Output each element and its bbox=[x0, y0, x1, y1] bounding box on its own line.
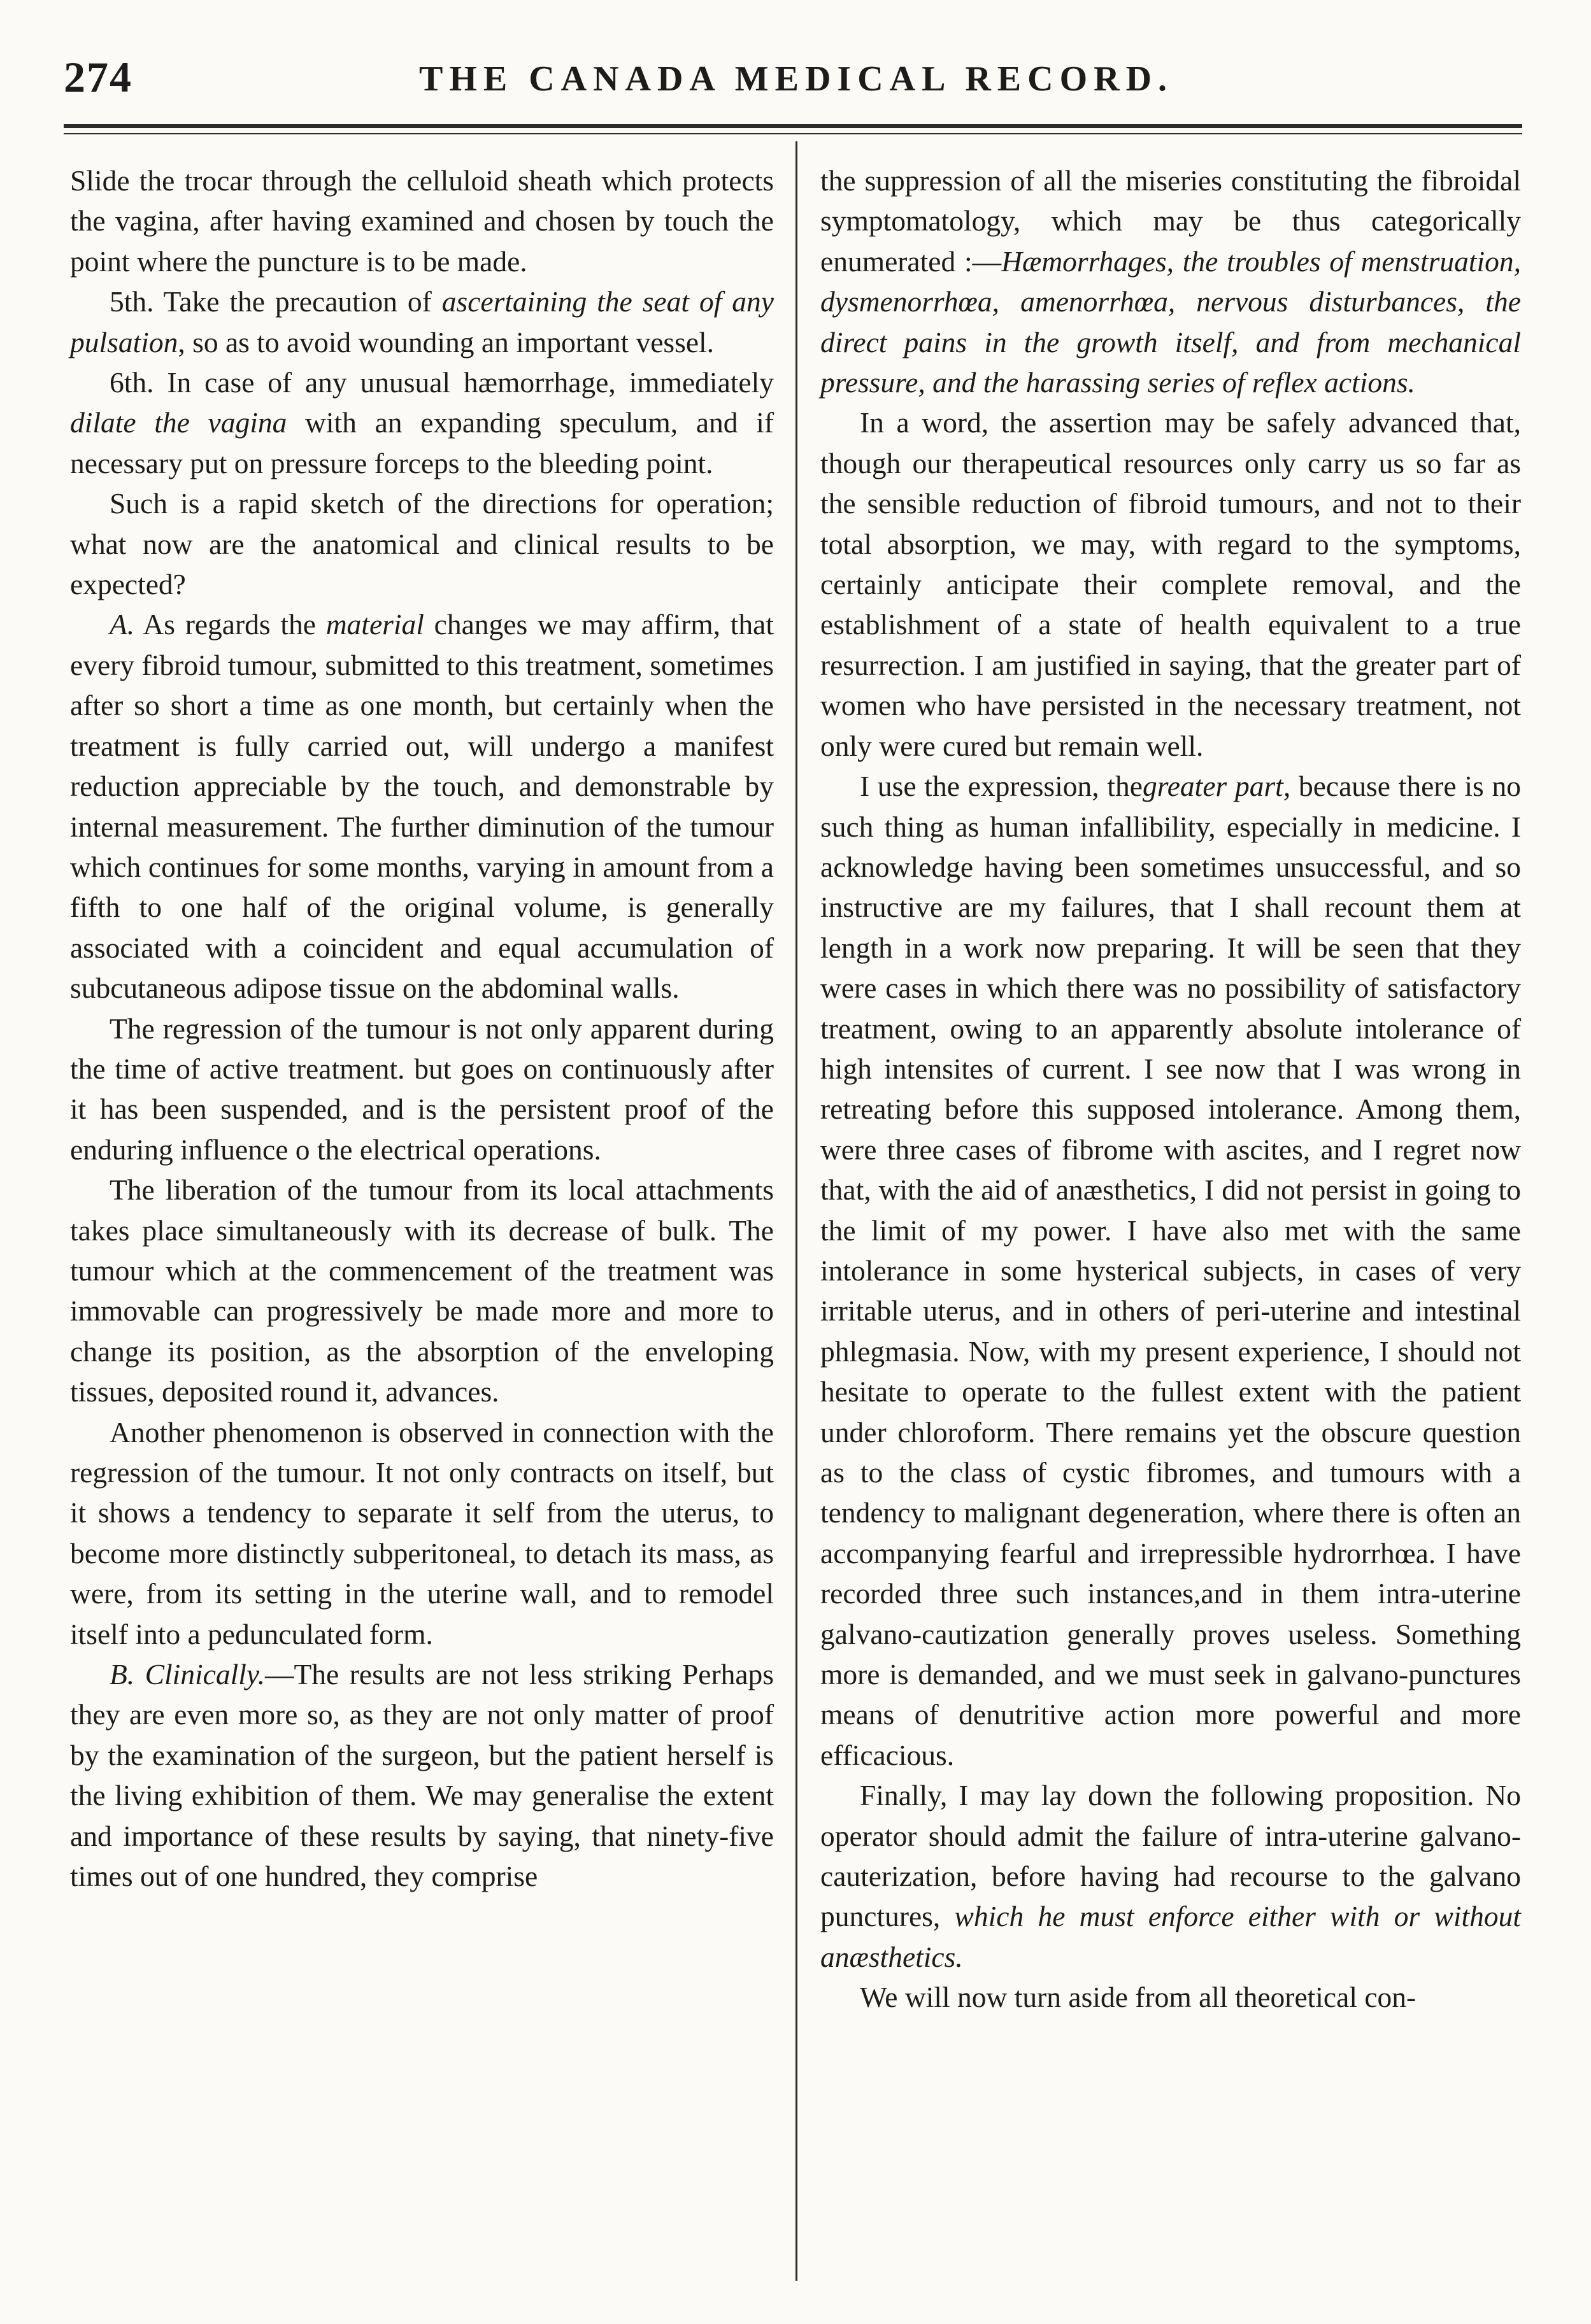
page-header bbox=[64, 39, 1529, 110]
column-divider bbox=[795, 141, 797, 2281]
text-run: , so as to avoid wounding an important vessel. bbox=[178, 325, 715, 358]
paragraph bbox=[820, 160, 1521, 402]
paragraph bbox=[70, 362, 774, 483]
emphasis: which he must enforce either with or without anæsthetics. bbox=[820, 1900, 1522, 1973]
emphasis: material bbox=[325, 608, 424, 641]
text-run: I use the expression, the bbox=[860, 770, 1143, 803]
section-marker: B. Clinically. bbox=[110, 1658, 265, 1691]
text-run: Finally, I may lay down the following proposition. No operator should admit the failure of intra-uterine galvano-cauterization, before having had recourse to the galvano punctures, bbox=[820, 1779, 1521, 1933]
emphasis: ascertaining the seat of any pulsation bbox=[70, 285, 774, 358]
paragraph: Such is a rapid sketch of the directions for operation; what now are the anatomical and clinical results to be expected? bbox=[70, 487, 774, 601]
emphasis: greater part, bbox=[1142, 770, 1291, 803]
paragraph bbox=[70, 281, 774, 362]
paragraph: In a word, the assertion may be safely advanced that, though our therapeutical resources only carry us so far as the sensible reduction of fibroid tumours, and not to their total absorption, we may, with regard to the symptoms, certainly anticipate their complete removal, and the establishment of a state of health equivalent to a true resurrection. I am justified in saying, that the greater part of women who have persisted in the necessary treatment, not only were cured but remain well. bbox=[820, 406, 1521, 762]
section-marker: A. bbox=[110, 608, 135, 641]
emphasis: dilate the vagina bbox=[70, 406, 287, 439]
emphasis: Hæmorrhages, the troubles of menstruation, dysmenorrhœa, amenorrhœa, nervous disturbances, the direct pains in the growth itself, and from mechanical pressure, and the harassing series of reflex actions. bbox=[820, 244, 1521, 399]
text-run: changes we may affirm, that every fibroid tumour, submitted to this treatment, sometimes after so short a time as one month, but certainly when the treatment is fully carried out, will undergo a manifest reduction appreciable by the touch, and demonstrable by internal measurement. The further diminution of the tumour which continues for some months, varying in amount from a fifth to one half of the original volume, is generally associated with a coincident and equal accumulation of subcutaneous adipose tissue on the abdominal walls. bbox=[70, 608, 774, 1005]
right-column bbox=[820, 160, 1521, 2018]
paragraph bbox=[820, 1775, 1521, 1977]
left-column bbox=[70, 160, 774, 1896]
paragraph bbox=[70, 1654, 774, 1896]
text-run: 5th. Take the precaution of bbox=[110, 285, 442, 318]
paragraph bbox=[820, 766, 1521, 1775]
paragraph bbox=[70, 604, 774, 1008]
text-run: —The results are not less striking Perhaps they are even more so, as they are not only matter of proof by the examination of the surgeon, but the patient herself is the living exhibition of them. We may generalise the extent and importance of these results by saying, that ninety-five times out of one hundred, they comprise bbox=[70, 1658, 774, 1893]
header-rule-thin bbox=[64, 133, 1522, 134]
paragraph: The liberation of the tumour from its local attachments takes place simultaneously with its decrease of bulk. The tumour which at the commencement of the treatment was immovable can progressively be made more and more to change its position, as the absorption of the enveloping tissues, deposited round it, advances. bbox=[70, 1173, 774, 1408]
text-run: with an expanding speculum, and if necessary put on pressure forceps to the bleeding point. bbox=[70, 406, 774, 479]
text-run: the suppression of all the miseries constituting the fibroidal symptomatology, which may be thus categorically enumerated :— bbox=[820, 164, 1521, 278]
paragraph: Another phenomenon is observed in connection with the regression of the tumour. It not only contracts on itself, but it shows a tendency to separate it self from the uterus, to become more distinctly subperitoneal, to detach its mass, as were, from its setting in the uterine wall, and to remodel itself into a pedunculated form. bbox=[70, 1415, 774, 1650]
text-run: 6th. In case of any unusual hæmorrhage, immediately bbox=[110, 366, 774, 399]
paragraph: The regression of the tumour is not only apparent during the time of active treatment. but goes on continuously after it has been suspended, and is the persistent proof of the enduring influence o the electrical operations. bbox=[70, 1012, 774, 1166]
header-rule-thick bbox=[64, 124, 1522, 128]
paragraph: Slide the trocar through the celluloid sheath which protects the vagina, after having examined and chosen by touch the point where the puncture is to be made. bbox=[70, 164, 774, 278]
running-head: THE CANADA MEDICAL RECORD. bbox=[418, 59, 1174, 99]
text-run: because there is no such thing as human infallibility, especially in medicine. I acknowledge having been sometimes unsuccessful, and so instructive are my failures, that I shall recount them at length in a work now preparing. It will be seen that they were cases in which there was no possibility of satisfactory treatment, owing to an apparently absolute intolerance of high intensites of current. I see now that I was wrong in retreating before this supposed intolerance. Among them, were three cases of fibrome with ascites, and I regret now that, with the aid of anæsthetics, I did not persist in going to the limit of my power. I have also met with the same intolerance in some hysterical subjects, in cases of very irritable uterus, and in others of peri-uterine and intestinal phlegmasia. Now, with my present experience, I should not hesitate to operate to the fullest extent with the patient under chloroform. There remains yet the obscure question as to the class of cystic fibromes, and tumours with a tendency to malignant degeneration, where there is often an accompanying fearful and irrepressible hydrorrhœa. I have recorded three such instances,and in them intra-uterine galvano-cautization generally proves useless. Something more is demanded, and we must seek in galvano-punctures means of denutritive action more powerful and more efficacious. bbox=[820, 770, 1521, 1771]
text-run: As regards the bbox=[134, 608, 326, 641]
page-number: 274 bbox=[64, 53, 132, 101]
paragraph: We will now turn aside from all theoretical con- bbox=[860, 1981, 1416, 2014]
